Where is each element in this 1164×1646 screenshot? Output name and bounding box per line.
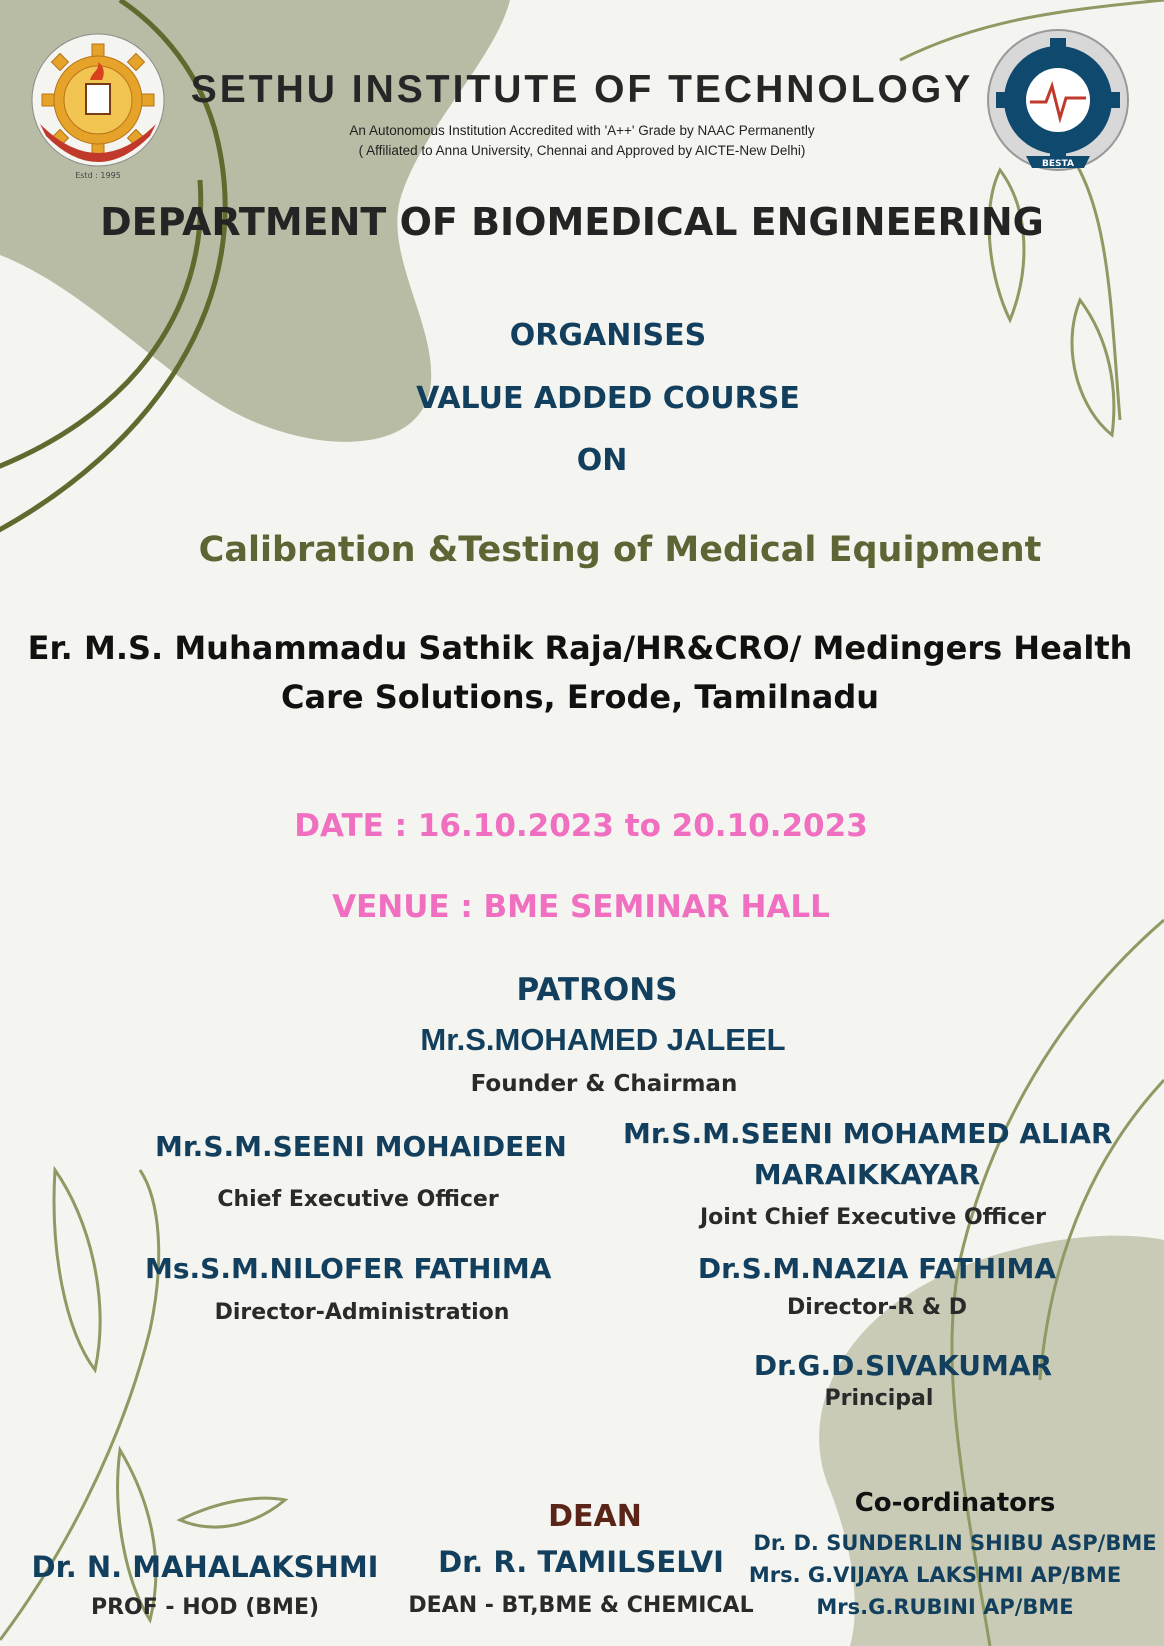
coordinator-1: Dr. D. SUNDERLIN SHIBU ASP/BME xyxy=(753,1531,1157,1555)
admin-director-name: Ms.S.M.NILOFER FATHIMA xyxy=(145,1252,552,1285)
rnd-director-role: Director-R & D xyxy=(787,1295,967,1320)
bottom-left-leaf xyxy=(54,1170,100,1370)
course-type-text: VALUE ADDED COURSE xyxy=(416,381,800,416)
patrons-heading: PATRONS xyxy=(516,972,678,1008)
speaker-line-1: Er. M.S. Muhammadu Sathik Raja/HR&CRO/ Medingers Health xyxy=(27,629,1133,667)
affiliation-line: ( Affiliated to Anna University, Chennai and Approved by AICTE-New Delhi) xyxy=(358,143,806,158)
dean-heading: DEAN xyxy=(548,1499,642,1534)
jceo-name-line-1: Mr.S.M.SEENI MOHAMED ALIAR xyxy=(623,1117,1113,1150)
institute-name: SETHU INSTITUTE OF TECHNOLOGY xyxy=(190,68,974,111)
principal-role: Principal xyxy=(824,1386,934,1411)
speaker-line-2: Care Solutions, Erode, Tamilnadu xyxy=(280,678,880,716)
dean-name: Dr. R. TAMILSELVI xyxy=(438,1545,724,1579)
ceo-role: Chief Executive Officer xyxy=(217,1187,499,1212)
organises-text: ORGANISES xyxy=(509,318,707,353)
chairman-role: Founder & Chairman xyxy=(470,1071,738,1097)
event-date: DATE : 16.10.2023 to 20.10.2023 xyxy=(294,808,868,844)
coordinator-3: Mrs.G.RUBINI AP/BME xyxy=(816,1595,1074,1619)
admin-director-role: Director-Administration xyxy=(214,1300,510,1325)
ceo-name: Mr.S.M.SEENI MOHAIDEEN xyxy=(155,1130,567,1163)
coordinators-heading: Co-ordinators xyxy=(854,1488,1056,1518)
jceo-name-line-2: MARAIKKAYAR xyxy=(753,1158,981,1191)
ribbon-label: BESTA xyxy=(1042,159,1074,169)
rnd-director-name: Dr.S.M.NAZIA FATHIMA xyxy=(697,1252,1057,1285)
coordinator-2: Mrs. G.VIJAYA LAKSHMI AP/BME xyxy=(748,1563,1122,1587)
bottom-left-leaf-3 xyxy=(180,1498,285,1527)
event-venue: VENUE : BME SEMINAR HALL xyxy=(332,889,830,925)
hod-name: Dr. N. MAHALAKSHMI xyxy=(31,1550,379,1584)
department-title: DEPARTMENT OF BIOMEDICAL ENGINEERING xyxy=(100,200,1044,244)
top-right-leaf-2 xyxy=(989,170,1024,320)
hod-role: PROF - HOD (BME) xyxy=(90,1595,320,1620)
principal-name: Dr.G.D.SIVAKUMAR xyxy=(753,1349,1053,1382)
course-topic: Calibration &Testing of Medical Equipment xyxy=(198,530,1042,570)
emblem-estd: Estd : 1995 xyxy=(75,171,121,180)
on-text: ON xyxy=(576,443,628,478)
accreditation-line: An Autonomous Institution Accredited with 'A++' Grade by NAAC Permanently xyxy=(349,123,815,138)
jceo-role: Joint Chief Executive Officer xyxy=(699,1205,1047,1230)
chairman-name: Mr.S.MOHAMED JALEEL xyxy=(420,1022,786,1057)
dean-role: DEAN - BT,BME & CHEMICAL xyxy=(408,1593,754,1618)
